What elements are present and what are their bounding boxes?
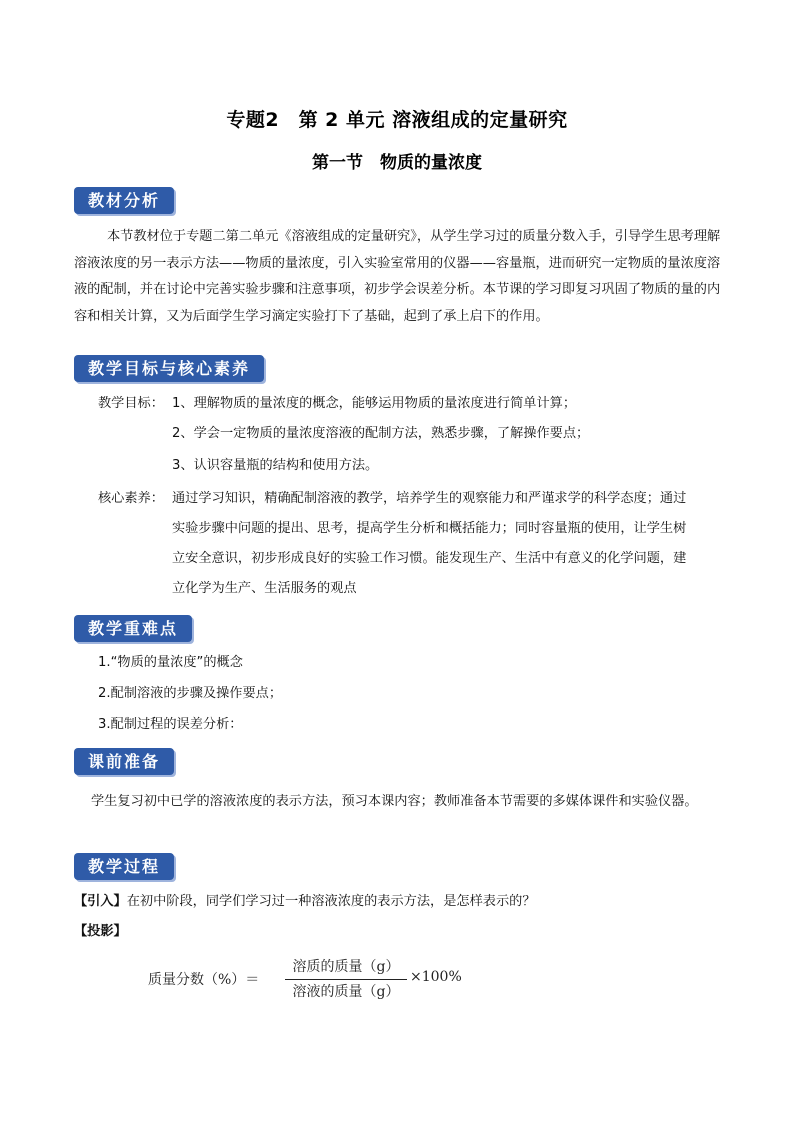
- analysis-paragraph: 本节教材位于专题二第二单元《溶液组成的定量研究》，从学生学习过的质量分数入手，引导学生思考理解溶液浓度的另一表示方法——物质的量浓度，引入实验室常用的仪器——容量瓶，进而研究一定物质的量浓度溶液的配制，并在讨论中完善实验步骤和注意事项，初步学会误差分析。本节课的学习即复习巩固了物质的量的内容和相关计算，又为后面学生学习滴定实验打下了基础，起到了承上启下的作用。: [74, 229, 721, 324]
- formula-right: ×100%: [410, 969, 462, 985]
- key-point-item: 3.配制过程的误差分析：: [98, 717, 243, 732]
- core-line: 实验步骤中问题的提出、思考，提高学生分析和概括能力；同时容量瓶的使用，让学生树: [172, 521, 687, 536]
- intro-line: [74, 892, 536, 912]
- goals-label: 教学目标：: [98, 396, 164, 411]
- page-subtitle: 第一节 物质的量浓度: [312, 153, 482, 173]
- intro-text: 在初中阶段，同学们学习过一种溶液浓度的表示方法，是怎样表示的？: [126, 894, 536, 909]
- section-heading-analysis: 教材分析: [74, 187, 174, 214]
- intro-tag: 【引入】: [74, 894, 127, 909]
- core-label: 核心素养：: [98, 491, 164, 506]
- formula-denominator: 溶液的质量（g）: [292, 984, 400, 1000]
- section-heading-objectives: 教学目标与核心素养: [74, 355, 264, 382]
- key-point-item: 1.“物质的量浓度”的概念: [98, 655, 243, 670]
- projection-tag: 【投影】: [74, 924, 127, 939]
- goal-item: 3、认识容量瓶的结构和使用方法。: [172, 458, 379, 473]
- preparation-paragraph: 学生复习初中已学的溶液浓度的表示方法，预习本课内容；教师准备本节需要的多媒体课件和实验仪器。: [91, 794, 698, 809]
- section-heading-process: 教学过程: [74, 853, 174, 880]
- section-heading-key-points: 教学重难点: [74, 615, 192, 642]
- goal-item: 2、学会一定物质的量浓度溶液的配制方法，熟悉步骤，了解操作要点；: [172, 426, 590, 441]
- goal-item: 1、理解物质的量浓度的概念，能够运用物质的量浓度进行简单计算；: [172, 396, 577, 411]
- formula-left: 质量分数（%）＝: [148, 972, 260, 988]
- key-point-item: 2.配制溶液的步骤及操作要点；: [98, 686, 283, 701]
- page-title: 专题2 第 2 单元 溶液组成的定量研究: [226, 109, 568, 131]
- core-line: 通过学习知识，精确配制溶液的教学，培养学生的观察能力和严谨求学的科学态度；通过: [172, 491, 687, 506]
- core-line: 立化学为生产、生活服务的观点: [172, 581, 357, 596]
- section-heading-preparation: 课前准备: [74, 748, 174, 775]
- fraction-bar: [285, 979, 407, 980]
- core-line: 立安全意识，初步形成良好的实验工作习惯。能发现生产、生活中有意义的化学问题，建: [172, 551, 687, 566]
- formula-fraction: [285, 956, 407, 1003]
- formula-numerator: 溶质的质量（g）: [292, 959, 400, 975]
